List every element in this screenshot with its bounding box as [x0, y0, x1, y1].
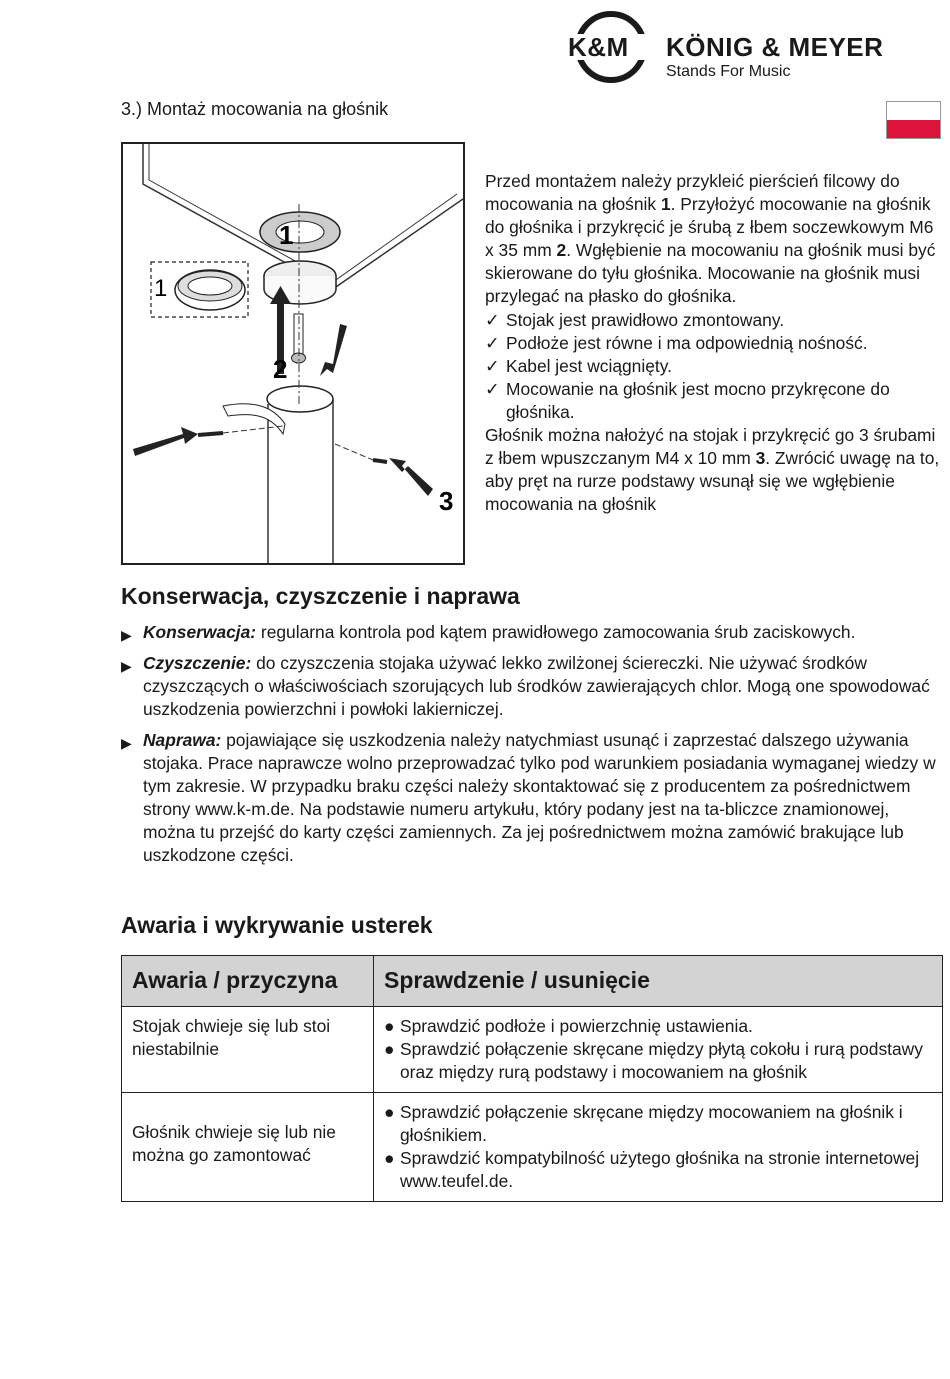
troubleshooting-table [121, 955, 943, 1202]
check-item: ✓ Kabel jest wciągnięty. [485, 355, 945, 378]
step-outro: Głośnik można nałożyć na stojak i przykręcić go 3 śrubami z łbem wpuszczanym M4 x 10 mm 3. Zwrócić uwagę na to, aby pręt na rurze podstawy wsunął się we wgłębienie mocowania na głośnik [485, 425, 940, 515]
check-item: ✓ Mocowanie na głośnik jest mocno przykręcone do głośnika. [485, 378, 945, 424]
logo-name: KÖNIG & MEYER [666, 32, 884, 62]
table-row [122, 1007, 943, 1093]
checkmark-icon: ✓ [485, 378, 500, 399]
cleaning-item: ▶ Czyszczenie: do czyszczenia stojaka używać lekko zwilżonej ściereczki. Nie używać środków czyszczących o właściwościach szorujących lub środków zawierających chlor. Mogą one spowodować uszkodzenia powierzchni i powłoki lakierniczej. [121, 652, 943, 721]
table-row [122, 1093, 943, 1202]
logo-tagline: Stands For Music [666, 63, 791, 80]
assembly-figure [121, 142, 465, 565]
bullet-triangle-icon: ▶ [121, 658, 132, 674]
bullet-triangle-icon: ▶ [121, 627, 132, 643]
brand-logo [568, 10, 940, 84]
repair-item: ▶ Naprawa: pojawiające się uszkodzenia należy natychmiast usunąć i zaprzestać dalszego używania stojaka. Prace naprawcze wolno przeprowadzać tylko pod warunkiem posiadania wymaganej wiedzy w tym zakresie. W przypadku braku części należy skontaktować się z producentem za pośrednictwem strony www.k-m.de. Na podstawie numeru artykułu, który podany jest na ta-bliczce znamionowej, można tu przejść do karty części zamiennych. Za jej pośrednictwem można zamówić brakujące lub uszkodzone części. [121, 729, 943, 868]
fix-item: ● Sprawdzić kompatybilność użytego głośnika na stronie internetowej www.teufel.de. [384, 1148, 920, 1191]
fix-cell [374, 1007, 943, 1093]
table-header-row [122, 956, 943, 1007]
column-header-fix: Sprawdzenie / usunięcie [374, 956, 943, 1007]
figure-label-2: 2 [273, 354, 288, 384]
cause-cell: Głośnik chwieje się lub nie można go zamontować [122, 1093, 374, 1202]
cause-cell: Stojak chwieje się lub stoi niestabilnie [122, 1007, 374, 1093]
fix-item: ● Sprawdzić podłoże i powierzchnię ustawienia. [384, 1016, 753, 1036]
fix-item: ● Sprawdzić połączenie skręcane między płytą cokołu i rurą podstawy oraz między rurą podstawy i mocowaniem na głośnik [384, 1039, 923, 1082]
figure-label-1-inset: 1 [154, 275, 168, 302]
maintenance-item: ▶ Konserwacja: regularna kontrola pod kątem prawidłowego zamocowania śrub zaciskowych. [121, 621, 943, 647]
checkmark-icon: ✓ [485, 332, 500, 353]
figure-label-3: 3 [439, 486, 454, 516]
column-header-cause: Awaria / przyczyna [122, 956, 374, 1007]
maintenance-heading: Konserwacja, czyszczenie i naprawa [121, 583, 520, 609]
checkmark-icon: ✓ [485, 309, 500, 330]
step-intro: Przed montażem należy przykleić pierścień filcowy do mocowania na głośnik 1. Przyłożyć mocowanie na głośnik do głośnika i przykręcić je śrubą z łbem soczewkowym M6 x 35 mm 2. Wgłębienie na mocowaniu na głośnik musi być skierowane do tyłu głośnika. Mocowanie na głośnik musi przylegać na płasko do głośnika. [485, 171, 936, 307]
step-instructions [485, 170, 945, 516]
logo-abbrev: K&M [568, 32, 629, 62]
fix-cell [374, 1093, 943, 1202]
check-item: ✓ Stojak jest prawidłowo zmontowany. [485, 309, 945, 332]
check-item: ✓ Podłoże jest równe i ma odpowiednią nośność. [485, 332, 945, 355]
figure-label-1: 1 [279, 220, 294, 250]
polish-flag-icon [886, 101, 941, 137]
fix-item: ● Sprawdzić połączenie skręcane między mocowaniem na głośnik i głośnikiem. [384, 1102, 903, 1145]
step-title: 3.) Montaż mocowania na głośnik [121, 99, 389, 119]
checkmark-icon: ✓ [485, 355, 500, 376]
bullet-triangle-icon: ▶ [121, 735, 132, 751]
troubleshooting-heading: Awaria i wykrywanie usterek [121, 912, 433, 938]
